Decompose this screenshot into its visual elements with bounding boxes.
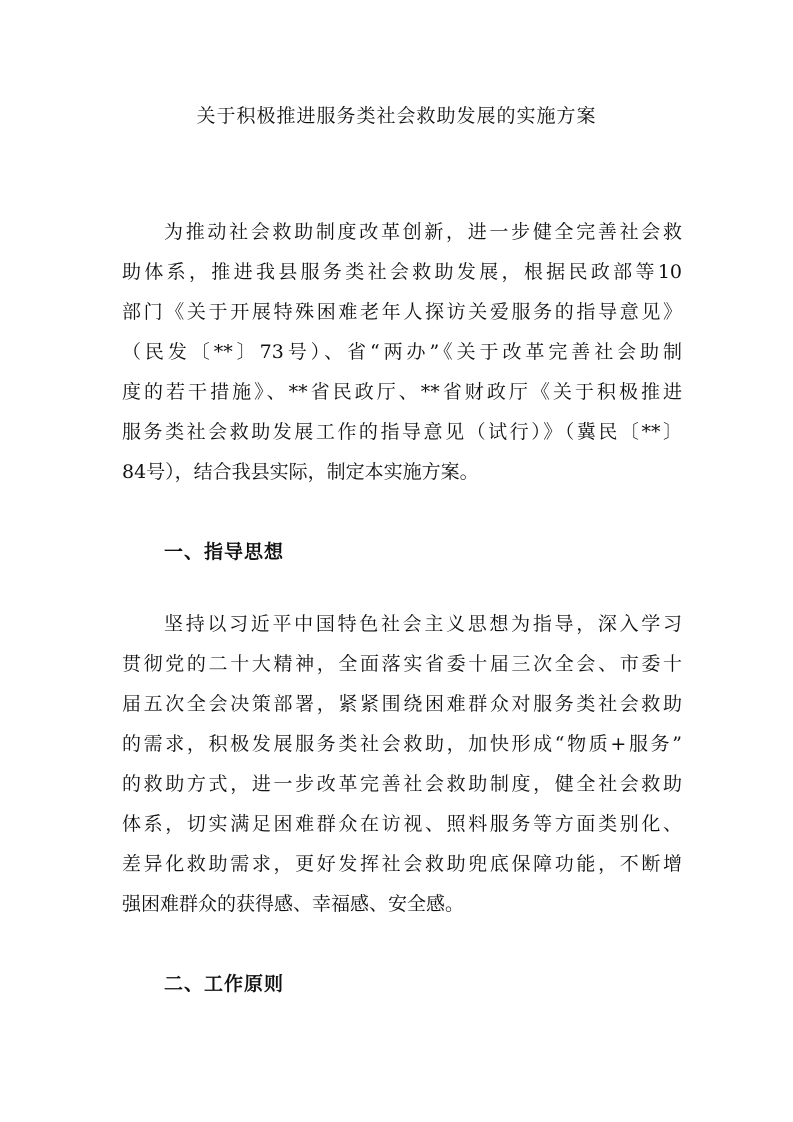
section1-line-1: 坚持以习近平中国特色社会主义思想为指导，深入学习 bbox=[164, 613, 682, 635]
section1-line-4: 的需求，积极发展服务类社会救助，加快形成“物质+服务” bbox=[122, 733, 682, 755]
intro-line-1: 为推动社会救助制度改革创新，进一步健全完善社会救 bbox=[164, 221, 682, 243]
intro-line-4: （民发〔**〕73号）、省“两办”《关于改革完善社会助制 bbox=[122, 341, 682, 363]
intro-line-5: 度的若干措施》、**省民政厅、**省财政厅《关于积极推进 bbox=[122, 381, 682, 403]
section1-line-3: 届五次全会决策部署，紧紧围绕困难群众对服务类社会救助 bbox=[122, 693, 682, 715]
section1-line-6: 体系，切实满足困难群众在访视、照料服务等方面类别化、 bbox=[122, 813, 682, 835]
intro-line-6: 服务类社会救助发展工作的指导意见（试行）》（冀民〔**〕 bbox=[122, 421, 682, 443]
document-title: 关于积极推进服务类社会救助发展的实施方案 bbox=[196, 105, 597, 127]
intro-line-2: 助体系，推进我县服务类社会救助发展，根据民政部等10 bbox=[122, 261, 682, 283]
section-heading-work-principles: 二、工作原则 bbox=[164, 973, 285, 995]
section1-line-8: 强困难群众的获得感、幸福感、安全感。 bbox=[122, 893, 465, 915]
section1-line-7: 差异化救助需求，更好发挥社会救助兜底保障功能，不断增 bbox=[122, 853, 682, 875]
section-heading-guiding-ideology: 一、指导思想 bbox=[164, 541, 285, 563]
section1-line-2: 贯彻党的二十大精神，全面落实省委十届三次全会、市委十 bbox=[122, 653, 682, 675]
section1-line-5: 的救助方式，进一步改革完善社会救助制度，健全社会救助 bbox=[122, 773, 682, 795]
intro-line-3: 部门《关于开展特殊困难老年人探访关爱服务的指导意见》 bbox=[122, 301, 682, 323]
intro-line-7: 84号），结合我县实际，制定本实施方案。 bbox=[122, 461, 479, 483]
